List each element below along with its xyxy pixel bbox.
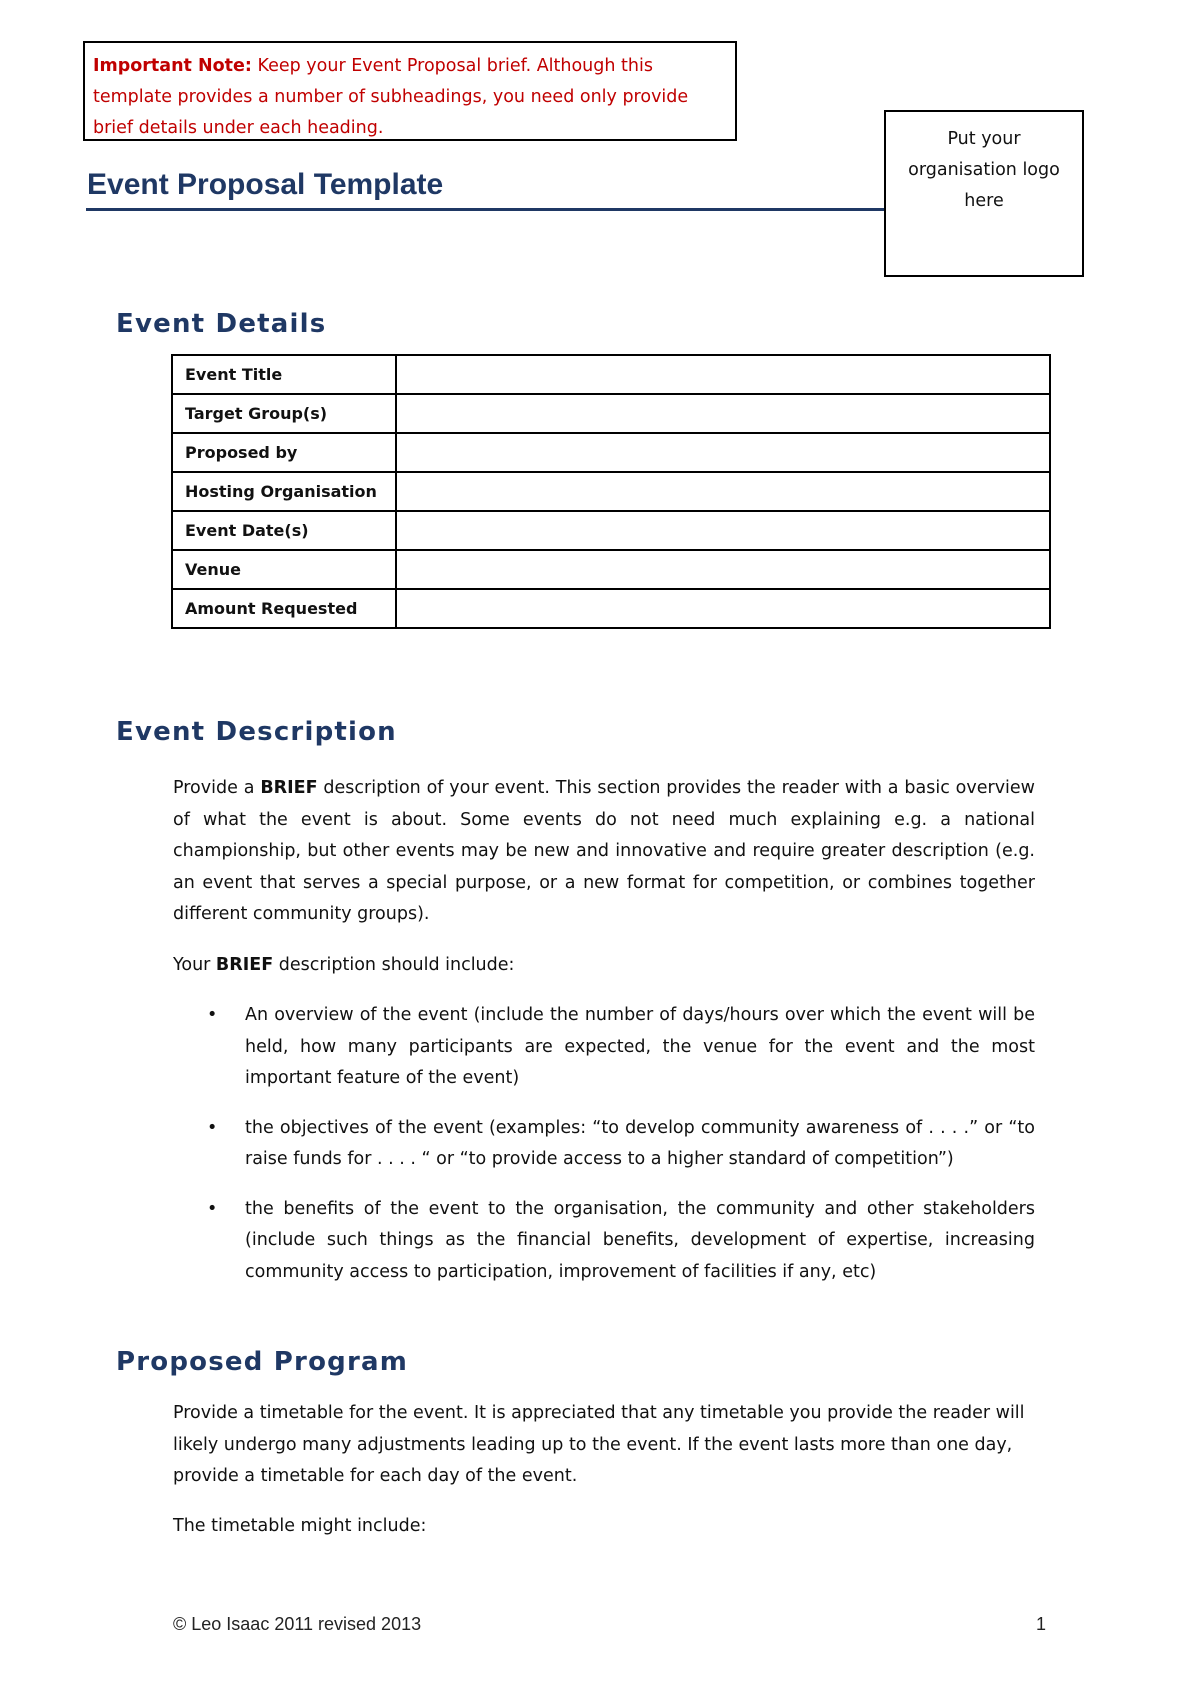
timetable-might-include: The timetable might include: [173,1516,427,1536]
table-row [172,472,1050,511]
event-description-paragraph [173,773,1035,931]
list-item [173,1113,1035,1176]
bullet-icon: • [207,1198,218,1219]
description-bold-brief: BRIEF [260,778,318,798]
row-label-venue: Venue [172,550,396,589]
row-label-event-dates: Event Date(s) [172,511,396,550]
row-label-amount-requested: Amount Requested [172,589,396,628]
description-should-include [173,950,1035,982]
important-note-box [83,41,737,141]
table-row [172,511,1050,550]
row-value-target-groups[interactable] [396,394,1050,433]
bullet-icon: • [207,1005,218,1025]
include-bold-brief: BRIEF [215,955,274,975]
bullet-text: An overview of the event (include the number of days/hours over which the event will be held, how many participants are expected, the venue for the event and the most important feature of the event) [245,1005,1035,1088]
important-note-label: Important Note: [93,56,252,76]
event-description-heading: Event Description [116,717,397,747]
logo-placeholder-box [884,110,1084,277]
document-title: Event Proposal Template [87,168,444,201]
list-item [173,1194,1035,1289]
bullet-icon: • [207,1117,218,1138]
table-row [172,550,1050,589]
row-value-venue[interactable] [396,550,1050,589]
row-value-proposed-by[interactable] [396,433,1050,472]
event-details-table [171,354,1051,629]
include-text-start: Your [173,955,216,975]
include-text-rest: description should include: [273,955,515,975]
logo-placeholder-text: Put your organisation logo here [908,129,1060,211]
proposed-program-heading: Proposed Program [116,1347,408,1377]
table-row [172,394,1050,433]
description-text-rest: description of your event. This section provides the reader with a basic overview of what the event is about. Some events do not need much explaining e.g. a national championship, but other events may be new and innovative and require greater description (e.g. an event that serves a special purpose, or a new format for competition, or combines together different community groups). [173,778,1035,924]
important-note-text: Keep your Event Proposal brief. Although this template provides a number of subheadings, you need only provide brief details under each heading. [93,56,689,138]
bullet-text: the objectives of the event (examples: “to develop community awareness of . . . .” or “to raise funds for . . . . “ or “to provide access to a higher standard of competition”) [245,1117,1035,1169]
row-value-event-title[interactable] [396,355,1050,394]
row-value-hosting-organisation[interactable] [396,472,1050,511]
table-row [172,433,1050,472]
row-value-event-dates[interactable] [396,511,1050,550]
event-details-heading: Event Details [116,309,327,339]
description-bullet-list [173,1000,1035,1306]
list-item [173,1000,1035,1095]
bullet-text: the benefits of the event to the organisation, the community and other stakeholders (include such things as the financial benefits, development of expertise, increasing community access to participation, improvement of facilities if any, etc) [245,1198,1035,1282]
footer-page-number: 1 [1036,1614,1047,1634]
proposed-program-paragraph: Provide a timetable for the event. It is appreciated that any timetable you provide the reader will likely undergo many adjustments leading up to the event. If the event lasts more than one day, provide a timetable for each day of the event. [173,1403,1025,1486]
row-value-amount-requested[interactable] [396,589,1050,628]
title-underline [86,208,884,211]
row-label-target-groups: Target Group(s) [172,394,396,433]
row-label-proposed-by: Proposed by [172,433,396,472]
description-text-start: Provide a [173,778,261,798]
table-row [172,589,1050,628]
row-label-event-title: Event Title [172,355,396,394]
row-label-hosting-organisation: Hosting Organisation [172,472,396,511]
footer-copyright: © Leo Isaac 2011 revised 2013 [173,1614,422,1634]
table-row [172,355,1050,394]
